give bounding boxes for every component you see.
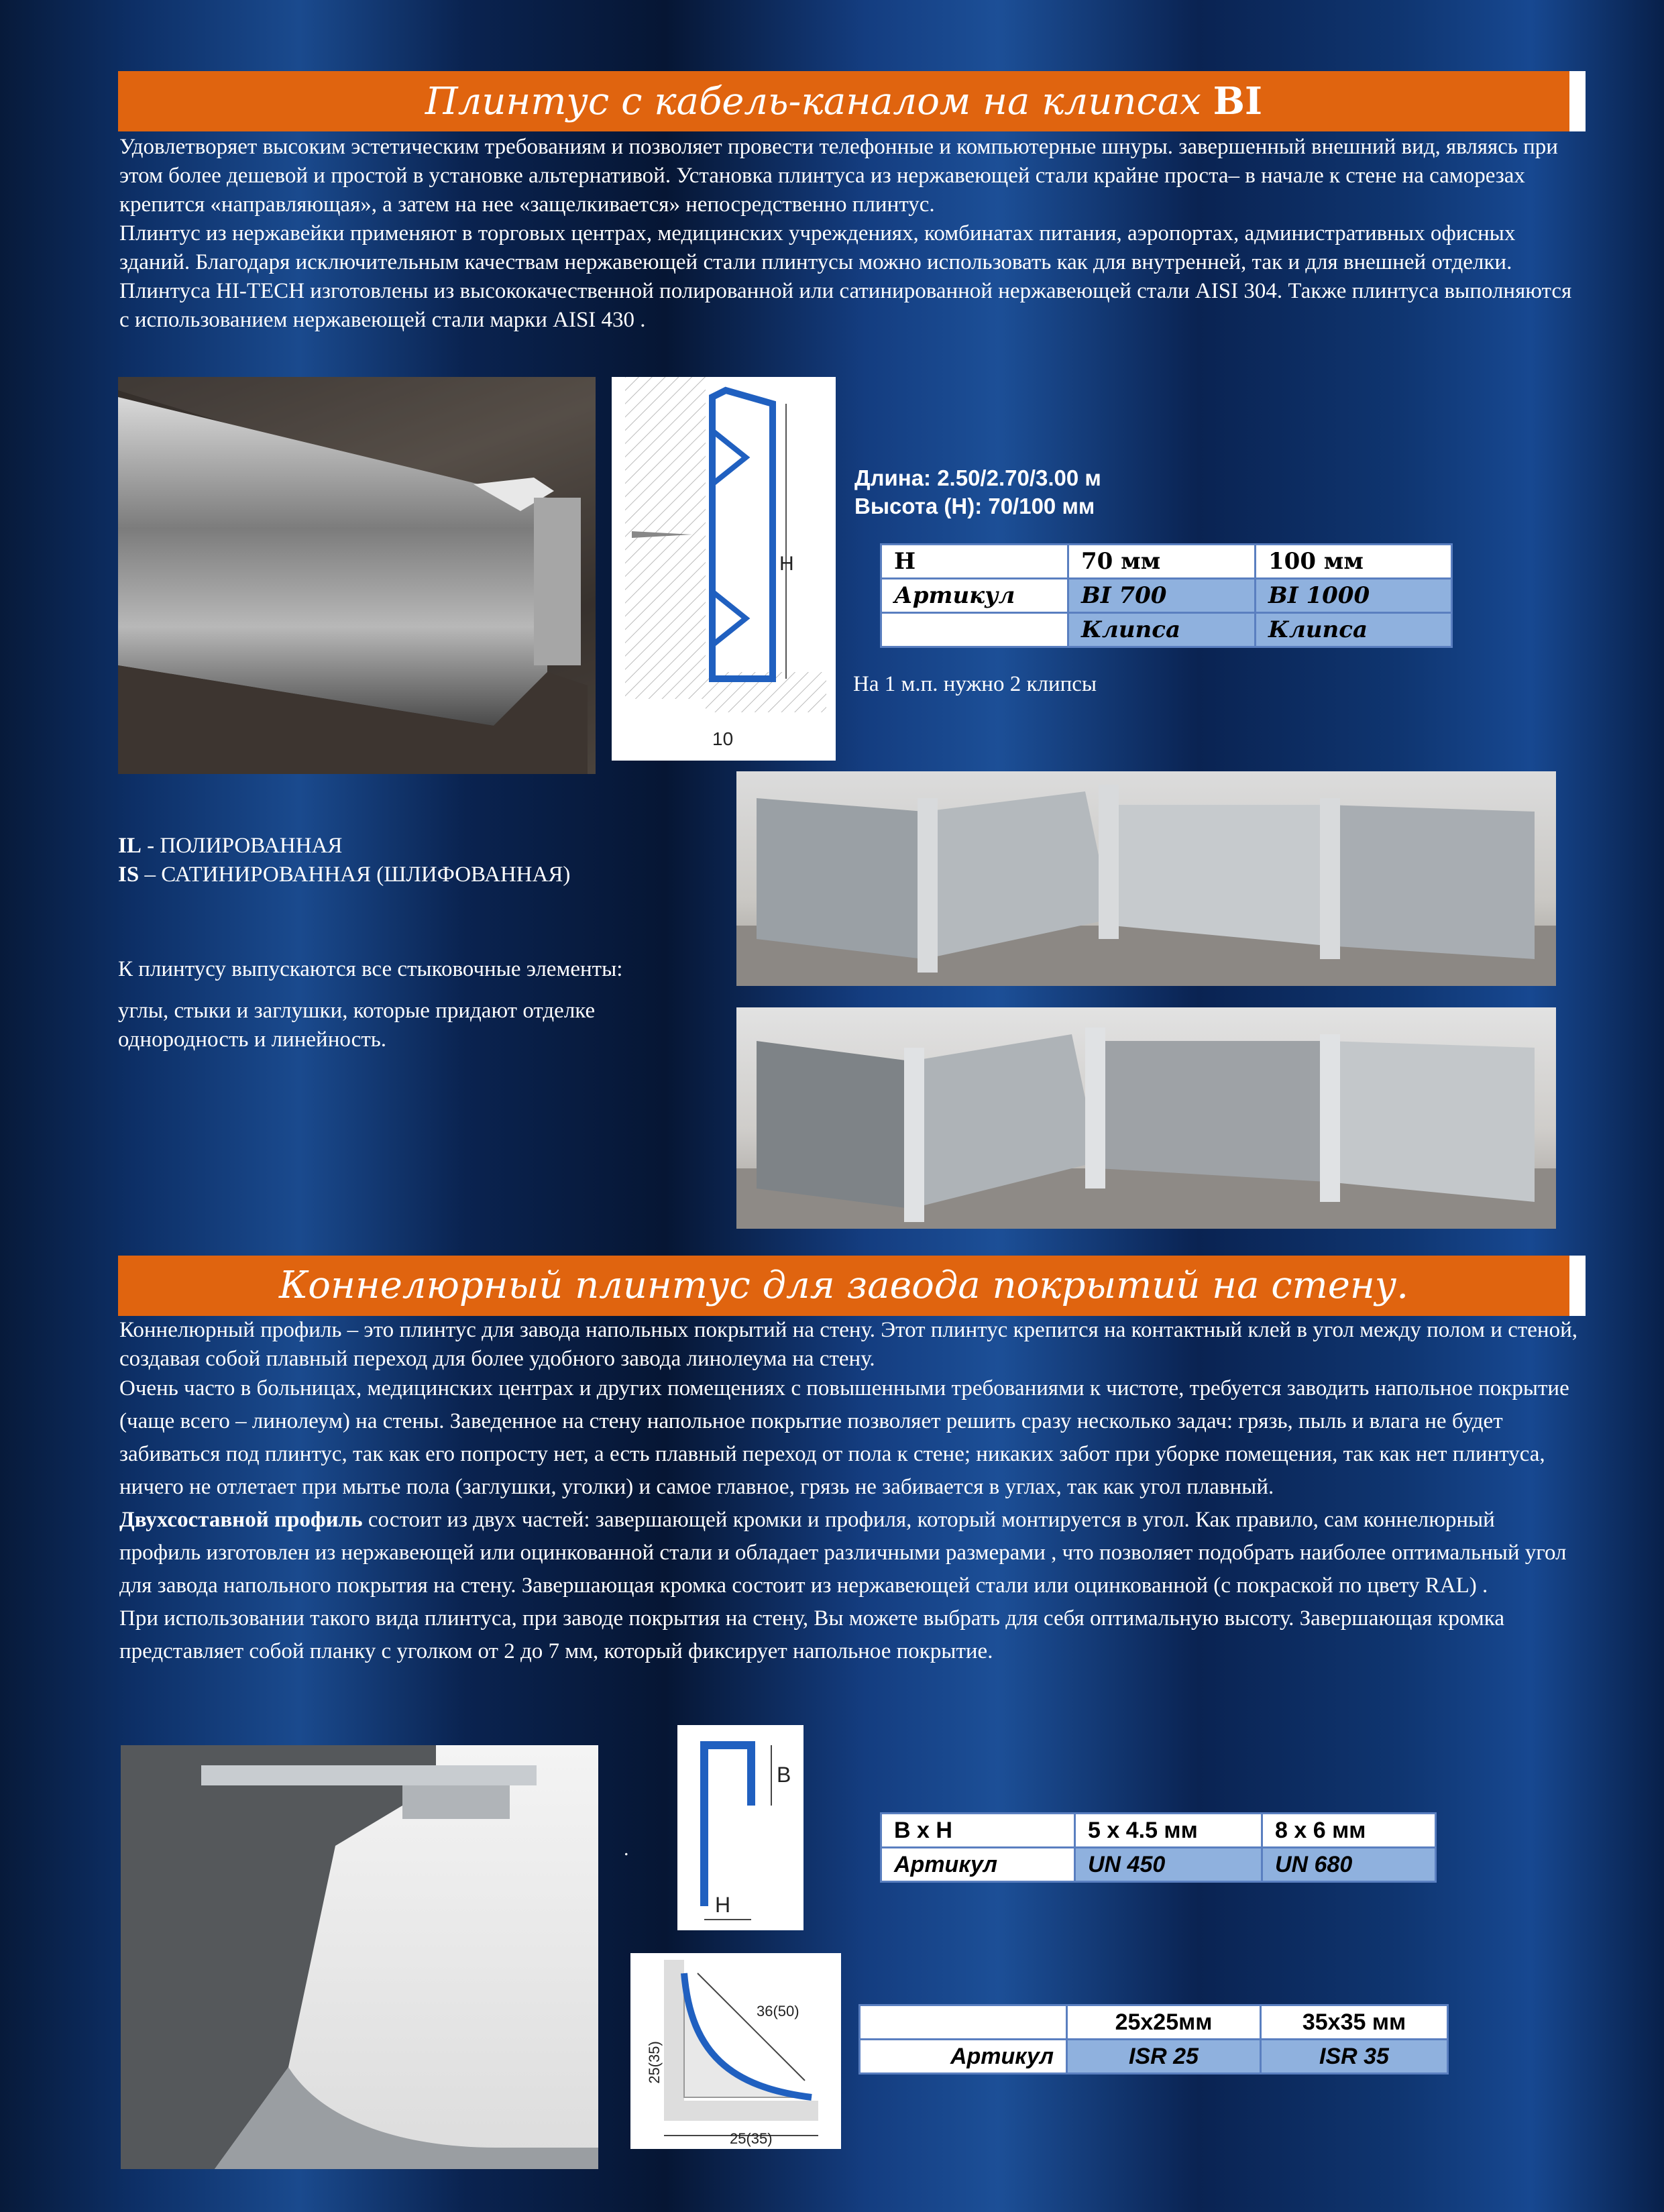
- length-text: Длина: 2.50/2.70/3.00 м: [854, 465, 1101, 490]
- paragraph: Коннелюрный профиль – это плинтус для завода напольных покрытий на стену. Этот плинтус крепится на контактный клей в угол между полом и стеной, создавая собой плавный переход для более удобного завода линолеума на стену.: [119, 1318, 1577, 1371]
- table-cell: ISR 25: [1067, 2040, 1261, 2074]
- table-cell: Артикул: [881, 579, 1068, 613]
- spec-table-isr: [858, 2004, 1449, 2075]
- section1-title: Плинтус с кабель-каналом на клипсах: [425, 80, 1213, 123]
- height-text: Высота (Н): 70/100 мм: [854, 494, 1095, 518]
- section2-intro: [119, 1316, 1582, 1374]
- diagram-h-label: H: [779, 553, 794, 575]
- length-spec: [854, 464, 1101, 520]
- finish-label: - ПОЛИРОВАННАЯ: [141, 834, 343, 858]
- table-cell: 70 мм: [1068, 545, 1256, 579]
- table-cell: [860, 2005, 1067, 2040]
- elements-note: К плинтусу выпускаются все стыковочные элементы:: [118, 957, 623, 981]
- bottom-label: 25(35): [730, 2130, 773, 2147]
- side-label: 25(35): [645, 2041, 663, 2084]
- edge-profile-diagram: [677, 1725, 803, 1930]
- diagram-b-label: B: [777, 1763, 791, 1787]
- finish-code: IS: [118, 863, 140, 887]
- spec-table-un: [880, 1812, 1437, 1883]
- paragraph: При использовании такого вида плинтуса, при заводе покрытия на стену, Вы можете выбрать для себя оптимальную высоту. Завершающая кромка представляет собой планку с уголком от 2 до 7 мм, который фиксирует напольное покрытие.: [119, 1606, 1504, 1663]
- cove-section-diagram: [630, 1953, 841, 2149]
- clips-note: На 1 м.п. нужно 2 клипсы: [853, 672, 1097, 696]
- finish-code: IL: [118, 834, 142, 858]
- section2-body: [119, 1372, 1582, 1668]
- diagram-h-label: H: [715, 1893, 731, 1917]
- table-cell: H: [881, 545, 1068, 579]
- section1-intro: [119, 133, 1582, 335]
- paragraph: [119, 1504, 1582, 1602]
- finish-satin: [118, 861, 570, 889]
- diagram-width-label: 10: [712, 728, 734, 749]
- table-cell: BI 700: [1068, 579, 1256, 613]
- finishes-list: [118, 832, 570, 889]
- section1-title-banner: [118, 71, 1586, 131]
- table-cell: Артикул: [881, 1848, 1075, 1882]
- table-cell: 25x25мм: [1067, 2005, 1261, 2040]
- table-cell: 8 x 6 мм: [1262, 1814, 1436, 1848]
- table-cell: UN 680: [1262, 1848, 1436, 1882]
- skirting-photo: [118, 377, 596, 774]
- dot-mark: .: [624, 1838, 629, 1860]
- finish-polished: [118, 832, 570, 861]
- table-cell: ISR 35: [1261, 2040, 1448, 2074]
- paragraph: Плинтуса HI-TECH изготовлены из высококачественной полированной или сатинированной нержавеющей стали AISI 304. Также плинтуса выполняются с использованием нержавеющей стали марки AISI 430 .: [119, 279, 1572, 332]
- profile-diagram: [612, 377, 836, 761]
- table-cell: Клипса: [1256, 613, 1452, 647]
- two-part-bold: Двухсоставной профиль: [119, 1508, 363, 1532]
- table-cell: UN 450: [1075, 1848, 1262, 1882]
- cove-profile-photo: [121, 1745, 598, 2169]
- paragraph: Очень часто в больницах, медицинских центрах и других помещениях с повышенными требованиями к чистоте, требуется заводить напольное покрытие (чаще всего – линолеум) на стены. Заведенное на стену напольное покрытие позволяет решить сразу несколько задач: грязь, пыль и влага не будет забиваться под плинтус, так как его попросту нет, а есть плавный переход от пола к стене; никаких забот при уборке помещения, так как нет плинтуса, ничего не отлетает при мытье пола (заглушки, уголки) и самое главное, грязь не забивается в углах, так как угол плавный.: [119, 1376, 1569, 1499]
- paragraph: Плинтус из нержавейки применяют в торговых центрах, медицинских учреждениях, комбинатах питания, аэропортах, административных офисных зданий. Благодаря исключительным качествам нержавеющей стали плинтусы можно использовать как для внутренней, так и для внешней отделки.: [119, 221, 1516, 274]
- paragraph: Удовлетворяет высоким эстетическим требованиям и позволяет провести телефонные и компьютерные шнуры. завершенный внешний вид, являясь при этом более дешевой и простой в установке альтернативой. Установка плинтуса из нержавеющей стали крайне проста– в начале к стене на саморезах крепится «направляющая», а затем на нее «защелкивается» непосредственно плинтус.: [119, 135, 1558, 217]
- diagonal-label: 36(50): [757, 2003, 799, 2020]
- finish-label: – САТИНИРОВАННАЯ (ШЛИФОВАННАЯ): [139, 863, 571, 887]
- two-part-text: состоит из двух частей: завершающей кромки и профиля, который монтируется в угол. Как правило, сам коннелюрный профиль изготовлен из нержавеющей или оцинкованной стали и обладает различными размерами , что позволяет подобрать наиболее оптимальный угол для завода напольного покрытия на стену. Завершающая кромка состоит из нержавеющей стали или оцинкованной (с покраской по цвету RAL) .: [119, 1508, 1567, 1598]
- table-cell: B x H: [881, 1814, 1075, 1848]
- table-cell: [881, 613, 1068, 647]
- satin-corners-photo: [736, 771, 1556, 986]
- table-cell: 5 x 4.5 мм: [1075, 1814, 1262, 1848]
- elements-desc: углы, стыки и заглушки, которые придают отделке однородность и линейность.: [118, 999, 596, 1052]
- section2-title: Коннелюрный плинтус для завода покрытий на стену.: [278, 1264, 1409, 1307]
- section1-title-code: BI: [1213, 79, 1263, 123]
- table-cell: 35x35 мм: [1261, 2005, 1448, 2040]
- section2-title-banner: [118, 1256, 1586, 1316]
- table-cell: Артикул: [860, 2040, 1067, 2074]
- polished-corners-photo: [736, 1007, 1556, 1229]
- table-cell: BI 1000: [1256, 579, 1452, 613]
- table-cell: Клипса: [1068, 613, 1256, 647]
- spec-table-bi: [880, 543, 1453, 648]
- table-cell: 100 мм: [1256, 545, 1452, 579]
